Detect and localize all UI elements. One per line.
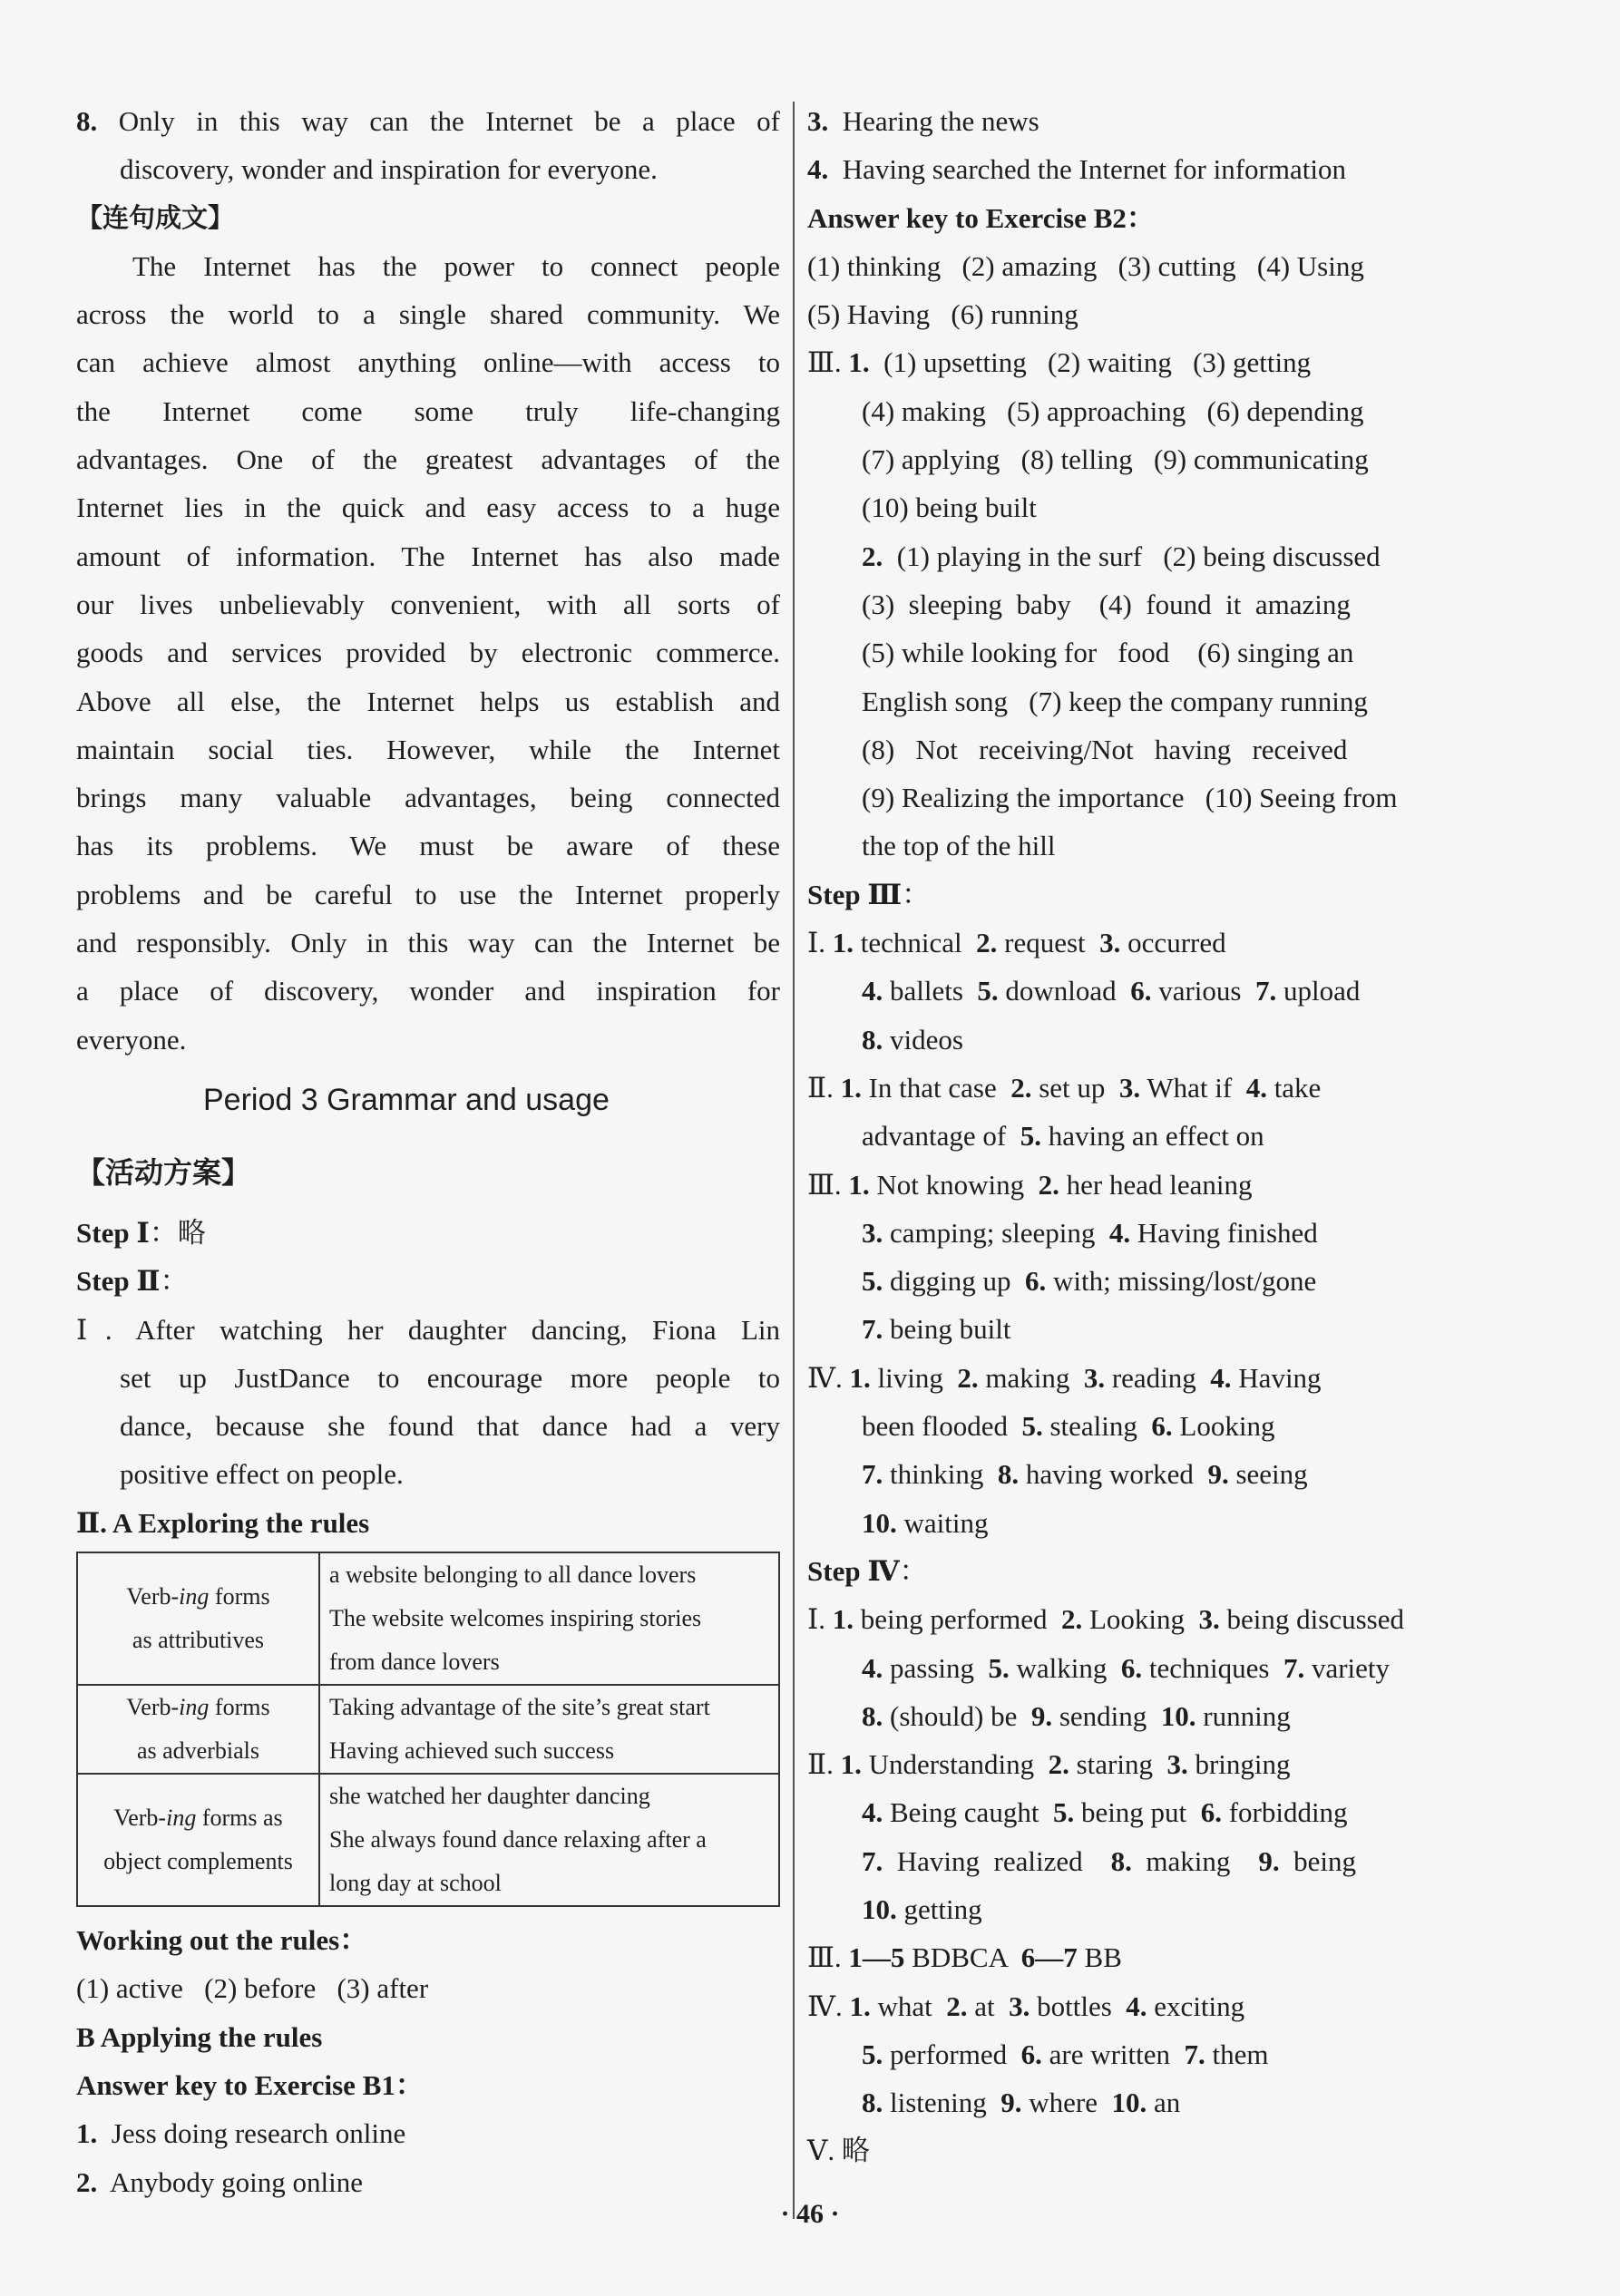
bold-label: 1. [832,927,854,959]
text-segment: techniques [1142,1651,1283,1684]
text-segment: various [1151,975,1255,1007]
paragraph-line: Above all else, the Internet helps us establish and [76,685,780,717]
bold-label: 5. [862,2038,883,2070]
text-segment: ： [899,1554,928,1587]
rule-name-line1 [87,1686,309,1729]
text-line [807,1064,1519,1112]
bold-label: 8. [862,2087,883,2119]
text-line [807,242,1519,290]
text-segment: set up [1031,1071,1119,1104]
: Verb- [126,1694,180,1721]
bold-label: 6. [1024,1265,1047,1298]
text-segment: (1) active (2) before (3) after [76,1972,429,2005]
text-segment: Hearing the news [828,105,1039,137]
bold-label: 5. [1020,1120,1041,1153]
bold-label: 7. [862,1458,883,1491]
text-segment: ： [160,1265,189,1298]
rule-name-line2: as attributives [132,1627,265,1654]
column-divider [793,102,795,2219]
rule-name-line2: object complements [103,1848,293,1875]
rule-name-line1 [87,1796,309,1840]
text-segment: performed [883,2038,1021,2070]
bold-label: 9. [1000,2087,1022,2119]
text-line [807,1354,1519,1402]
text-segment: at [967,1990,1010,2022]
text-segment: where [1021,2087,1112,2119]
text-line [807,822,1519,870]
bold-label: 3. [1083,1361,1106,1394]
text-segment: videos [883,1023,963,1056]
text-segment: upload [1276,975,1361,1007]
bold-label: 1. [840,1071,862,1104]
text-line [807,387,1519,435]
text-segment: Only in this way can the Internet be a place of [97,105,780,137]
text-segment: (7) applying (8) telling (9) communicating [862,443,1369,476]
bold-label: 2. [946,1990,968,2022]
bold-label: 2. [1010,1071,1032,1104]
example-line: Having achieved such success [329,1737,615,1765]
bold-label: 6. [1020,2038,1042,2070]
bold-label: 10. [1111,2087,1147,2119]
paragraph-line: can achieve almost anything online—with access to [76,346,780,379]
bold-label: 4. [1108,1216,1131,1249]
text-segment: Understanding [861,1748,1049,1781]
text-segment: are written [1041,2038,1185,2070]
bold-label: 2. [976,927,998,959]
text-segment: (9) Realizing the importance (10) Seeing from [862,782,1398,814]
bold-label: Step Ⅳ [807,1554,900,1587]
bold-label: 2. [1048,1748,1069,1781]
bold-label: 3. [807,105,829,137]
text-line [807,1547,1519,1595]
text-segment: Not knowing [869,1168,1039,1201]
rules-table [76,1552,780,1907]
rule-name [77,1685,319,1774]
text-segment: Ⅲ. [807,1168,849,1201]
bold-label: 10. [862,1506,897,1539]
bold-label: 8. [76,105,98,137]
bold-label: 8. [1110,1844,1132,1877]
text-segment: (4) making (5) approaching (6) depending [862,394,1364,427]
paragraph-line: problems and be careful to use the Internet properly [76,878,780,910]
table-row [77,1774,779,1906]
text-segment: the top of the hill [862,830,1056,862]
: forms [209,1583,270,1610]
paragraph-line: maintain social ties. However, while the Internet [76,733,780,765]
bold-label: 3. [1166,1748,1188,1781]
text-segment: positive effect on people. [120,1458,404,1491]
text-line [76,1257,780,1305]
text-segment: waiting [896,1506,989,1539]
bold-label: 3. [1118,1071,1141,1104]
bold-label: 8. [862,1699,883,1732]
bold-label: 7. [1184,2038,1205,2070]
bold-label: Working out the rules： [76,1924,368,1957]
bold-label: 4. [1126,1990,1147,2022]
example-line: a website belonging to all dance lovers [329,1561,697,1589]
text-segment: making [1131,1844,1259,1877]
text-segment: (5) while looking for food (6) singing an [862,637,1354,669]
text-line [76,1402,780,1450]
: ing [166,1805,197,1832]
paragraph-line: and responsibly. Only in this way can the Internet be [76,927,780,959]
text-segment: (5) Having (6) running [807,298,1078,331]
bold-label: 1. [76,2117,98,2150]
text-line [807,1402,1519,1450]
: forms [209,1694,270,1721]
paragraph-line: everyone. [76,1023,187,1056]
bold-label: 4. [862,1651,883,1684]
text-segment: getting [896,1892,982,1925]
paragraph-line: the Internet come some truly life-changing [76,394,780,427]
bold-label: Step Ⅱ [76,1265,161,1298]
period-title: Period 3 Grammar and usage [203,1082,610,1117]
rule-examples [319,1774,779,1906]
text-segment: discovery, wonder and inspiration for everyone. [120,153,658,186]
bold-label: 1. [848,1168,870,1201]
text-segment: Being caught [883,1796,1053,1829]
rule-name-line1 [87,1575,309,1619]
text-line [76,1354,780,1402]
text-segment: making [978,1361,1084,1394]
text-segment: Ⅱ. [807,1071,841,1104]
text-segment: Ⅲ. [807,346,849,379]
text-segment: staring [1069,1748,1167,1781]
rule-name [77,1774,319,1906]
bold-label: 4. [862,1796,883,1829]
text-line [807,1933,1519,1981]
text-segment: with; missing/lost/gone [1046,1265,1317,1298]
bold-label: Step Ⅰ [76,1216,150,1249]
text-segment: being [1279,1844,1356,1877]
text-segment: bringing [1187,1748,1291,1781]
text-segment: camping; sleeping [883,1216,1109,1249]
text-segment: variety [1304,1651,1391,1684]
bold-label: B Applying the rules [76,2020,323,2053]
text-segment: having worked [1019,1458,1208,1491]
text-segment: an [1147,2087,1181,2119]
text-segment: seeing [1228,1458,1308,1491]
text-line [807,725,1519,773]
text-segment: set up JustDance to encourage more people to [120,1361,780,1394]
text-segment: Having searched the Internet for information [828,153,1346,186]
page-number: · 46 · [780,2199,840,2229]
left-column [76,97,780,2206]
text-segment: (3) sleeping baby (4) found it amazing [862,588,1351,620]
text-line [76,2061,780,2109]
text-segment: being performed [854,1603,1061,1636]
text-line [76,1964,780,2012]
bold-label: 4. [862,975,883,1007]
bold-label: 2. [862,540,883,572]
text-segment: Ⅱ. [807,1748,841,1781]
text-line [807,1016,1519,1064]
text-segment: Looking [1082,1603,1199,1636]
text-segment: ： [902,878,931,910]
text-line [807,2126,1519,2174]
bold-label: Ⅱ. A Exploring the rules [76,1506,370,1539]
text-segment: Having finished [1130,1216,1318,1249]
text-segment: what [870,1990,947,2022]
bold-label: 2. [1038,1168,1059,1201]
bold-label: 8. [862,1023,883,1056]
text-line [807,1837,1519,1885]
paragraph-line: our lives unbelievably convenient, with all sorts of [76,588,780,620]
text-line [807,1740,1519,1788]
bold-label: 7. [1254,975,1277,1007]
text-segment: English song (7) keep the company running [862,685,1368,717]
bold-label: 5. [977,975,999,1007]
text-line [807,1692,1519,1740]
paragraph-line: The Internet has the power to connect people [132,249,780,282]
rule-name-line2: as adverbials [136,1737,259,1765]
text-line [807,677,1519,725]
bold-label: 4. [1245,1071,1267,1104]
table-row [77,1552,779,1685]
bold-label: 6. [1130,975,1152,1007]
text-line [807,532,1519,580]
text-segment: walking [1009,1651,1121,1684]
paragraph-line: a place of discovery, wonder and inspiration for [76,975,780,1007]
text-segment: thinking [883,1458,998,1491]
example-line: The website welcomes inspiring stories [329,1605,702,1632]
text-segment: (1) thinking (2) amazing (3) cutting (4) Using [807,249,1364,282]
text-segment: bottles [1030,1990,1127,2022]
bold-label: 9. [1258,1844,1280,1877]
text-segment: ballets [883,975,978,1007]
bold-label: 9. [1030,1699,1053,1732]
text-line [807,628,1519,676]
text-line [807,1209,1519,1257]
text-line [807,1161,1519,1209]
text-line [807,1595,1519,1643]
bold-label: 1. [848,346,870,379]
bold-label: 4. [807,153,829,186]
bold-label: 4. [1210,1361,1232,1394]
bold-label: Step Ⅲ [807,878,903,910]
text-segment: request [997,927,1100,959]
text-segment: (should) be [883,1699,1031,1732]
bold-label: 1. [840,1748,862,1781]
text-line [807,1499,1519,1547]
example-line: from dance lovers [329,1649,500,1676]
text-line [76,1499,780,1547]
text-segment: (1) playing in the surf (2) being discussed [883,540,1381,572]
rule-name [77,1552,319,1685]
bold-label: 6. [1120,1651,1143,1684]
text-line [76,1916,780,1964]
text-segment: (1) upsetting (2) waiting (3) getting [869,346,1312,379]
text-segment: running [1195,1699,1291,1732]
text-segment: being built [883,1313,1011,1346]
bold-label: 6. [1151,1410,1173,1443]
paragraph-line: brings many valuable advantages, being connected [76,782,780,814]
text-line [807,338,1519,386]
text-line [807,1112,1519,1160]
bold-label: 8. [997,1458,1020,1491]
text-segment: What if [1140,1071,1246,1104]
text-segment: living [870,1361,958,1394]
bold-label: 1—5 [848,1941,905,1974]
bold-label: 9. [1207,1458,1229,1491]
text-line [76,145,780,193]
paragraph-line: goods and services provided by electronic commerce. [76,637,780,669]
text-segment: passing [883,1651,989,1684]
bold-label: Answer key to Exercise B1： [76,2068,424,2101]
text-line [76,2109,780,2157]
section-title: 【活动方案】 [76,1154,251,1190]
text-segment: technical [854,927,977,959]
bold-label: 7. [1283,1651,1305,1684]
: ing [179,1694,210,1721]
text-line [807,871,1519,919]
bold-label: 3. [862,1216,883,1249]
bold-label: Answer key to Exercise B2： [807,201,1155,234]
text-segment: Ⅰ. After watching her daughter dancing, Fiona Lin [76,1313,780,1346]
text-segment: Anybody going online [97,2165,364,2198]
text-segment: Ⅲ. [807,1941,849,1974]
: forms as [196,1805,283,1832]
table-row [77,1685,779,1774]
text-line [807,290,1519,338]
text-segment: Jess doing research online [97,2117,406,2150]
text-segment: In that case [861,1071,1011,1104]
text-line [807,483,1519,531]
text-segment: BB [1077,1941,1122,1974]
paragraph-line: across the world to a single shared community. We [76,298,780,331]
bold-label: 5. [862,1265,883,1298]
text-segment: (10) being built [862,491,1037,524]
bold-label: 2. [76,2165,98,2198]
text-line [807,97,1519,145]
bold-label: 1. [849,1361,871,1394]
text-line [807,919,1519,967]
right-column [807,97,1519,2175]
bold-label: 7. [862,1844,883,1877]
text-segment: Having realized [883,1844,1111,1877]
text-line [807,1450,1519,1498]
text-line [807,145,1519,193]
example-line: long day at school [329,1870,502,1897]
text-line [76,1450,780,1498]
text-segment: take [1266,1071,1322,1104]
text-line [807,435,1519,483]
text-line [76,2013,780,2061]
paragraph-line: amount of information. The Internet has also made [76,540,780,572]
text-segment: digging up [883,1265,1025,1298]
text-segment: being put [1074,1796,1201,1829]
text-segment: Looking [1172,1410,1275,1443]
paragraph-line: advantages. One of the greatest advantages of the [76,443,780,476]
text-line [807,967,1519,1015]
bold-label: 6—7 [1020,1941,1078,1974]
bold-label: 7. [862,1313,883,1346]
text-line [807,1644,1519,1692]
text-segment: exciting [1147,1990,1245,2022]
text-segment: download [998,975,1131,1007]
section-heading: 【连句成文】 [76,201,235,233]
text-line [807,2078,1519,2126]
text-segment: reading [1105,1361,1211,1394]
bold-label: 6. [1200,1796,1222,1829]
text-segment: forbidding [1221,1796,1348,1829]
bold-label: 1. [832,1603,854,1636]
example-line: Taking advantage of the site’s great start [329,1694,710,1721]
bold-label: 10. [862,1892,897,1925]
text-segment: been flooded [862,1410,1022,1443]
: Verb- [126,1583,180,1610]
bold-label: 5. [1021,1410,1043,1443]
text-segment: occurred [1120,927,1226,959]
bold-label: 5. [1052,1796,1075,1829]
text-segment: sending [1052,1699,1161,1732]
text-line [807,580,1519,628]
text-line [807,1257,1519,1305]
text-line [807,194,1519,242]
text-segment: dance, because she found that dance had a very [120,1410,780,1443]
paragraph-line: has its problems. We must be aware of these [76,830,780,862]
text-line [807,1305,1519,1353]
bold-label: 3. [1198,1603,1220,1636]
paragraph-line: Internet lies in the quick and easy access to a huge [76,491,780,524]
example-line: she watched her daughter dancing [329,1783,650,1810]
text-segment: advantage of [862,1120,1020,1153]
text-segment: BDBCA [904,1941,1021,1974]
bold-label: 10. [1160,1699,1196,1732]
text-segment: Ⅳ. [807,1990,850,2022]
rule-examples [319,1552,779,1685]
text-line [76,1209,780,1257]
text-segment: Ⅴ. 略 [807,2135,870,2167]
text-segment: Ⅳ. [807,1361,850,1394]
text-segment: her head leaning [1059,1168,1253,1201]
text-segment: Ⅰ. [807,1603,833,1636]
text-segment: being discussed [1219,1603,1404,1636]
rule-examples [319,1685,779,1774]
: Verb- [113,1805,167,1832]
text-segment: Having [1231,1361,1322,1394]
text-segment: (8) Not receiving/Not having received [862,733,1348,765]
bold-label: 5. [988,1651,1010,1684]
bold-label: 2. [1060,1603,1083,1636]
text-line [807,2030,1519,2078]
text-line [807,773,1519,822]
text-segment: ：略 [149,1216,206,1249]
bold-label: 1. [849,1990,871,2022]
text-segment: stealing [1042,1410,1152,1443]
text-line [76,1306,780,1354]
text-segment: them [1205,2038,1269,2070]
text-segment: having an effect on [1040,1120,1264,1153]
bold-label: 2. [957,1361,979,1394]
text-line [807,1788,1519,1836]
bold-label: 3. [1099,927,1121,959]
example-line: She always found dance relaxing after a [329,1826,707,1853]
bold-label: 3. [1009,1990,1030,2022]
text-segment: listening [883,2087,1001,2119]
text-segment: Ⅰ. [807,927,833,959]
text-line [807,1885,1519,1933]
: ing [179,1583,210,1610]
text-line [807,1982,1519,2030]
text-line [76,97,780,145]
